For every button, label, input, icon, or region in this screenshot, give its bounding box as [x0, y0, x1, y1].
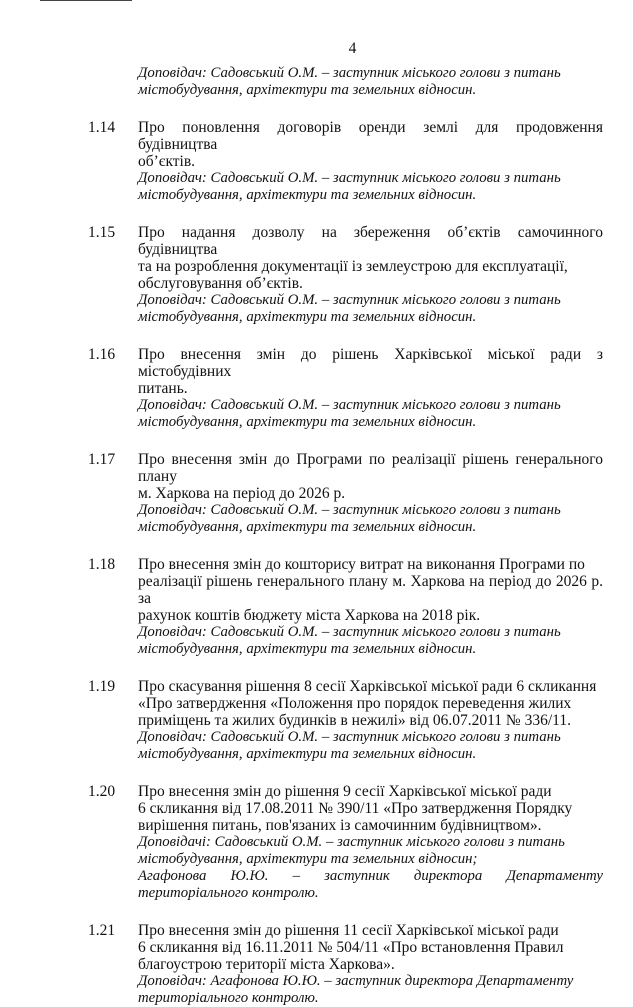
item-title-line: приміщень та жилих будинків в нежилі» від 06.07.2011 № 336/11.	[138, 712, 571, 729]
item-number: 1.15	[88, 224, 116, 241]
reporter-line: містобудування, архітектури та земельних відносин.	[138, 414, 477, 430]
reporter-word: директора	[413, 868, 483, 884]
item-number: 1.20	[88, 783, 116, 800]
item-title-line: обслуговування об’єктів.	[138, 275, 303, 292]
item-title-line: Про внесення змін до рішення 9 сесії Харківської міської ради	[138, 783, 552, 800]
item-title-line: Про внесення змін до рішень Харківської міської ради з містобудівних	[138, 346, 603, 380]
reporter-line: Доповідач: Садовський О.М. – заступник міського голови з питань	[138, 624, 561, 640]
item-title-line: Про внесення змін до кошторису витрат на виконання Програми по	[138, 556, 585, 573]
reporter-line: Доповідач: Садовський О.М. – заступник міського голови з питань	[138, 397, 561, 413]
reporter-word: Ю.Ю.	[230, 868, 269, 884]
item-title-line: та на розроблення документації із землеустрою для експлуатації,	[138, 258, 568, 275]
reporter-line: територіального контролю.	[138, 990, 319, 1006]
page-number: 4	[348, 40, 357, 57]
reporter-line: Доповідач: Садовський О.М. – заступник міського голови з питань	[138, 170, 561, 186]
reporter-line: Доповідач: Садовський О.М. – заступник міського голови з питань	[138, 502, 561, 518]
reporter-line: містобудування, архітектури та земельних відносин;	[138, 851, 478, 867]
item-title-line: Про внесення змін до Програми по реалізації рішень генерального плану	[138, 451, 603, 485]
item-title-line: Про поновлення договорів оренди землі для продовження будівництва	[138, 119, 603, 153]
item-title-line: 6 скликання від 17.08.2011 № 390/11 «Про затвердження Порядку	[138, 800, 573, 817]
item-title-line: питань.	[138, 380, 188, 397]
item-title-line: вирішення питань, пов'язаних із самочинним будівництвом».	[138, 817, 542, 834]
item-title-line: благоустрою території міста Харкова».	[138, 956, 395, 973]
agenda-item-1-16	[88, 346, 603, 431]
reporter-line: Доповідачі: Садовський О.М. – заступник міського голови з питань	[138, 834, 565, 850]
item-number: 1.18	[88, 556, 116, 573]
item-title-line: реалізації рішень генерального плану м. Харкова на період до 2026 р. за	[138, 573, 603, 607]
item-title-line: 6 скликання від 16.11.2011 № 504/11 «Про встановлення Правил	[138, 939, 564, 956]
item-number: 1.14	[88, 119, 116, 136]
item-number: 1.17	[88, 451, 116, 468]
reporter-line: містобудування, архітектури та земельних відносин.	[138, 641, 477, 657]
agenda-item-1-21	[88, 922, 603, 1007]
agenda-item-1-15	[88, 224, 603, 326]
item-title-line: «Про затвердження «Положення про порядок переведення жилих	[138, 695, 572, 712]
reporter-word: Агафонова	[138, 868, 207, 884]
item-title-line: об’єктів.	[138, 153, 196, 170]
item-title-line: Про надання дозволу на збереження об’єктів самочинного будівництва	[138, 224, 603, 258]
reporter-word: –	[292, 868, 300, 884]
reporter-line: містобудування, архітектури та земельних відносин.	[138, 519, 477, 535]
reporter-line: містобудування, архітектури та земельних відносин.	[138, 187, 477, 203]
agenda-item-1-17	[88, 451, 603, 536]
reporter-line: містобудування, архітектури та земельних відносин.	[138, 746, 477, 762]
agenda-item-1-19	[88, 678, 603, 763]
agenda-item-1-20	[88, 783, 603, 902]
reporter-line: Доповідач: Агафонова Ю.Ю. – заступник директора Департаменту	[138, 973, 574, 989]
second-reporter-line	[138, 868, 603, 885]
agenda-list	[88, 65, 603, 1007]
reporter-line: Доповідач: Садовський О.М. – заступник міського голови з питань	[138, 65, 561, 81]
reporter-line: територіального контролю.	[138, 885, 319, 901]
reporter-line: містобудування, архітектури та земельних відносин.	[138, 82, 477, 98]
agenda-item-1-14	[88, 119, 603, 204]
agenda-item-1-18	[88, 556, 603, 658]
reporter-line: Доповідач: Садовський О.М. – заступник міського голови з питань	[138, 729, 561, 745]
reporter-word: заступник	[324, 868, 390, 884]
reporter-word: Департаменту	[506, 868, 603, 884]
reporter-continuation	[88, 65, 603, 99]
item-title-line: рахунок коштів бюджету міста Харкова на 2018 рік.	[138, 607, 481, 624]
reporter-line: містобудування, архітектури та земельних відносин.	[138, 309, 477, 325]
item-title-line: м. Харкова на період до 2026 р.	[138, 485, 346, 502]
item-number: 1.19	[88, 678, 116, 695]
item-number: 1.21	[88, 922, 116, 939]
reporter-line: Доповідач: Садовський О.М. – заступник міського голови з питань	[138, 292, 561, 308]
item-number: 1.16	[88, 346, 116, 363]
top-edge-line	[40, 0, 132, 1]
item-title-line: Про скасування рішення 8 сесії Харківської міської ради 6 скликання	[138, 678, 597, 695]
item-title-line: Про внесення змін до рішення 11 сесії Харківської міської ради	[138, 922, 559, 939]
